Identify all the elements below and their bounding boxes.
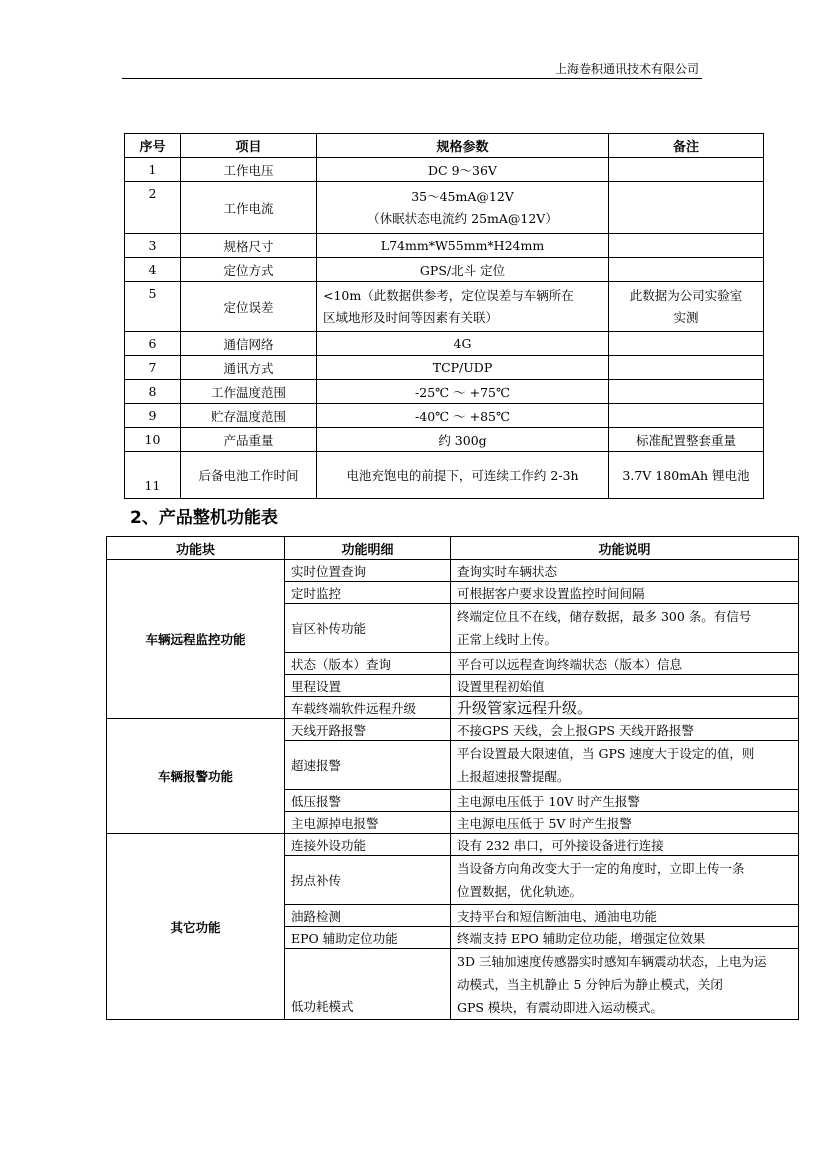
spec-item: 定位方式: [181, 258, 317, 282]
func-desc-line: GPS 模块，有震动即进入运动模式。: [457, 999, 663, 1015]
spec-param: 电池充饱电的前提下，可连续工作约 2-3h: [317, 452, 609, 499]
spec-note: [609, 258, 764, 282]
spec-row: [125, 234, 764, 258]
func-detail: 实时位置查询: [285, 560, 451, 582]
func-detail: 拐点补传: [285, 856, 451, 905]
spec-item: 工作温度范围: [181, 380, 317, 404]
func-desc: 升级管家远程升级。: [451, 697, 799, 719]
func-row: [107, 834, 799, 856]
func-desc: [451, 856, 799, 905]
spec-item: 产品重量: [181, 428, 317, 452]
spec-no: 11: [125, 452, 181, 499]
spec-note: [609, 282, 764, 332]
func-header-detail: 功能明细: [285, 537, 451, 560]
spec-note: [609, 332, 764, 356]
spec-param: [317, 282, 609, 332]
spec-param: [317, 182, 609, 234]
spec-no: 3: [125, 234, 181, 258]
spec-row: [125, 380, 764, 404]
spec-header-item: 项目: [181, 134, 317, 158]
spec-row: [125, 452, 764, 499]
func-desc: 终端支持 EPO 辅助定位功能，增强定位效果: [451, 927, 799, 949]
func-detail: 里程设置: [285, 675, 451, 697]
spec-no: 4: [125, 258, 181, 282]
spec-note: [609, 158, 764, 182]
func-group-name: 车辆远程监控功能: [107, 560, 285, 719]
func-desc-line: 3D 三轴加速度传感器实时感知车辆震动状态，上电为运: [457, 953, 767, 969]
func-detail: 油路检测: [285, 905, 451, 927]
spec-row: [125, 158, 764, 182]
spec-param: TCP/UDP: [317, 356, 609, 380]
spec-row: [125, 404, 764, 428]
spec-param-line: <10m（此数据供参考，定位误差与车辆所在: [323, 287, 574, 303]
spec-note: 3.7V 180mAh 锂电池: [609, 452, 764, 499]
spec-item: 工作电流: [181, 182, 317, 234]
func-detail: 主电源掉电报警: [285, 812, 451, 834]
func-group-name: 车辆报警功能: [107, 719, 285, 834]
spec-note: [609, 234, 764, 258]
spec-note: [609, 380, 764, 404]
spec-no: 8: [125, 380, 181, 404]
spec-param: L74mm*W55mm*H24mm: [317, 234, 609, 258]
func-desc: 主电源电压低于 5V 时产生报警: [451, 812, 799, 834]
spec-no: 2: [125, 182, 181, 234]
spec-no: 10: [125, 428, 181, 452]
func-desc: 支持平台和短信断油电、通油电功能: [451, 905, 799, 927]
spec-param: 约 300g: [317, 428, 609, 452]
func-detail: 定时监控: [285, 582, 451, 604]
func-detail: 盲区补传功能: [285, 604, 451, 653]
spec-header-row: [125, 134, 764, 158]
spec-no: 1: [125, 158, 181, 182]
func-desc: 可根据客户要求设置监控时间间隔: [451, 582, 799, 604]
spec-item: 定位误差: [181, 282, 317, 332]
func-header-row: [107, 537, 799, 560]
func-detail: 低压报警: [285, 790, 451, 812]
spec-param-line: （休眠状态电流约 25mA@12V）: [367, 210, 558, 226]
spec-row: [125, 356, 764, 380]
spec-item: 后备电池工作时间: [181, 452, 317, 499]
func-desc-line: 正常上线时上传。: [457, 632, 558, 647]
func-desc: 不接GPS 天线，会上报GPS 天线开路报警: [451, 719, 799, 741]
header-company: 上海卷积通讯技术有限公司: [555, 62, 700, 76]
spec-no: 5: [125, 282, 181, 332]
spec-header-param: 规格参数: [317, 134, 609, 158]
spec-param: -40℃ ～ +85℃: [317, 404, 609, 428]
func-row: [107, 719, 799, 741]
spec-note-line: 实测: [673, 309, 699, 325]
func-desc: 主电源电压低于 10V 时产生报警: [451, 790, 799, 812]
func-desc: [451, 604, 799, 653]
func-detail: 低功耗模式: [285, 949, 451, 1020]
spec-no: 7: [125, 356, 181, 380]
spec-param: -25℃ ～ +75℃: [317, 380, 609, 404]
header-rule: [122, 78, 702, 79]
func-row: [107, 560, 799, 582]
func-desc: 设有 232 串口，可外接设备进行连接: [451, 834, 799, 856]
spec-row: [125, 182, 764, 234]
func-desc-line: 平台设置最大限速值，当 GPS 速度大于设定的值，则: [457, 746, 755, 761]
spec-header-no: 序号: [125, 134, 181, 158]
spec-no: 6: [125, 332, 181, 356]
spec-row: [125, 282, 764, 332]
func-detail: 天线开路报警: [285, 719, 451, 741]
func-detail: 超速报警: [285, 741, 451, 790]
spec-item: 贮存温度范围: [181, 404, 317, 428]
spec-row: [125, 258, 764, 282]
spec-note-line: 此数据为公司实验室: [629, 287, 743, 303]
func-desc: 平台可以远程查询终端状态（版本）信息: [451, 653, 799, 675]
spec-param-line: 区域地形及时间等因素有关联）: [323, 309, 499, 325]
func-desc-line: 上报超速报警提醒。: [457, 769, 570, 784]
spec-item: 通信网络: [181, 332, 317, 356]
spec-no: 9: [125, 404, 181, 428]
func-desc: [451, 741, 799, 790]
func-desc-line: 位置数据，优化轨迹。: [457, 884, 583, 899]
func-desc: 设置里程初始值: [451, 675, 799, 697]
spec-param: GPS/北斗 定位: [317, 258, 609, 282]
function-table: [106, 536, 799, 1020]
spec-param: DC 9～36V: [317, 158, 609, 182]
spec-note: [609, 182, 764, 234]
spec-row: [125, 332, 764, 356]
func-header-desc: 功能说明: [451, 537, 799, 560]
func-desc-line: 当设备方向角改变大于一定的角度时，立即上传一条: [457, 861, 745, 876]
spec-header-note: 备注: [609, 134, 764, 158]
spec-item: 通讯方式: [181, 356, 317, 380]
func-detail: 状态（版本）查询: [285, 653, 451, 675]
func-group-name: 其它功能: [107, 834, 285, 1020]
func-detail: 连接外设功能: [285, 834, 451, 856]
spec-note: [609, 356, 764, 380]
section-title: 2、产品整机功能表: [130, 508, 278, 528]
spec-item: 规格尺寸: [181, 234, 317, 258]
func-detail: 车载终端软件远程升级: [285, 697, 451, 719]
func-detail: EPO 辅助定位功能: [285, 927, 451, 949]
func-desc: [451, 949, 799, 1020]
spec-note: [609, 404, 764, 428]
spec-row: [125, 428, 764, 452]
func-desc-line: 动模式，当主机静止 5 分钟后为静止模式，关闭: [457, 976, 723, 992]
spec-item: 工作电压: [181, 158, 317, 182]
spec-table: [124, 133, 764, 499]
func-desc-line: 终端定位且不在线，储存数据，最多 300 条。有信号: [457, 609, 752, 624]
spec-param: 4G: [317, 332, 609, 356]
spec-note: 标准配置整套重量: [609, 428, 764, 452]
func-header-block: 功能块: [107, 537, 285, 560]
spec-param-line: 35～45mA@12V: [411, 188, 514, 204]
func-desc: 查询实时车辆状态: [451, 560, 799, 582]
